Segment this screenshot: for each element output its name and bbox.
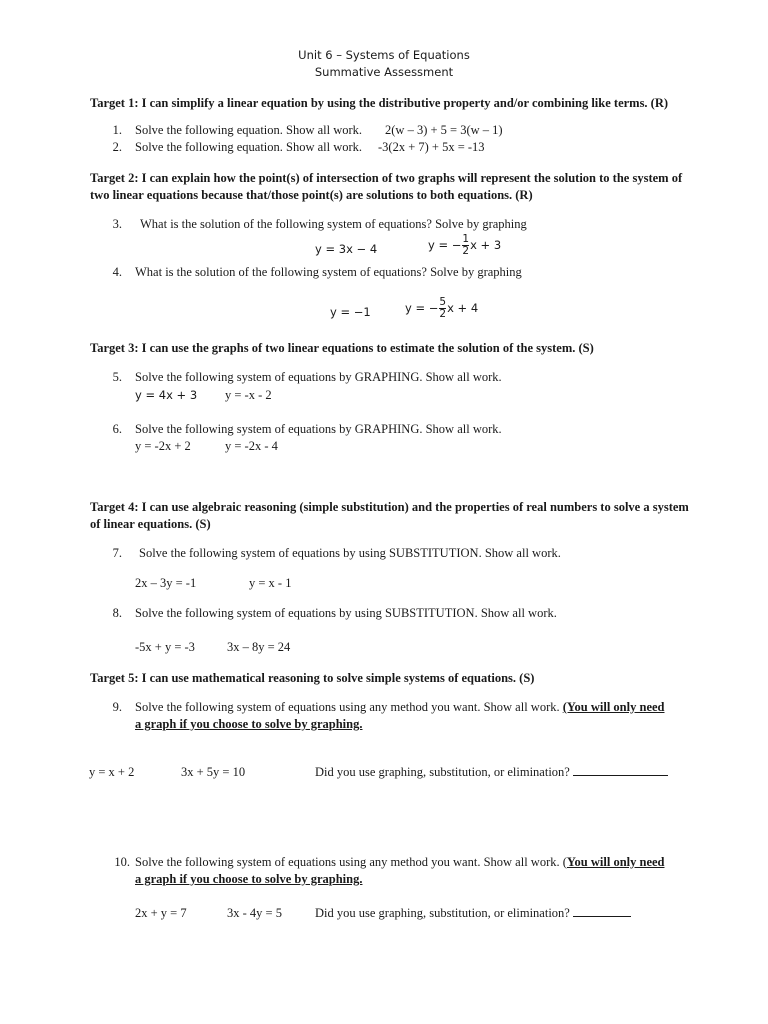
method-answer-blank[interactable] — [573, 916, 631, 917]
target-3: Target 3: I can use the graphs of two linear equations to estimate the solution of the system. (S) — [90, 341, 594, 355]
question-number: 5. — [112, 370, 122, 384]
equation: 3x + 5y = 10 — [181, 765, 246, 779]
equation: 2x + y = 7 — [135, 906, 187, 920]
target-2: Target 2: I can explain how the point(s) of intersection of two graphs will represent the solution to the system of two linear equations because that/those point(s) are solutions to both equations. (R) — [90, 171, 683, 202]
question-body: Solve the following system of equations using any method you want. Show all work. — [135, 700, 560, 714]
question-number: 10. — [114, 855, 130, 869]
question-text: Solve the following system of equations by using SUBSTITUTION. Show all work. — [139, 546, 561, 560]
question-number: 7. — [112, 546, 122, 560]
numerator: 1 — [462, 233, 470, 245]
question-text: Solve the following equation. Show all work. — [135, 140, 363, 154]
numerator: 5 — [439, 296, 447, 308]
equation-fraction — [405, 297, 478, 320]
question-text: Solve the following system of equations by GRAPHING. Show all work. — [135, 422, 502, 436]
equation: y = 3x − 4 — [315, 242, 378, 256]
page-title: Unit 6 – Systems of Equations — [298, 48, 470, 62]
equation: y = x + 2 — [89, 765, 135, 779]
question-number: 1. — [112, 123, 122, 137]
equation: y = -2x - 4 — [225, 439, 278, 453]
question-text: What is the solution of the following system of equations? Solve by graphing — [140, 217, 527, 231]
graph-note-line2: a graph if you choose to solve by graphing. — [135, 872, 363, 886]
eq-suffix: x + 4 — [447, 301, 479, 315]
question-text: What is the solution of the following system of equations? Solve by graphing — [135, 265, 522, 279]
equation: y = -2x + 2 — [135, 439, 191, 453]
fraction — [462, 234, 469, 257]
question-number: 6. — [112, 422, 122, 436]
eq-suffix: x + 3 — [470, 238, 502, 252]
question-number: 3. — [112, 217, 122, 231]
equation: 2(w – 3) + 5 = 3(w – 1) — [385, 123, 503, 137]
question-text — [135, 855, 665, 870]
method-answer-blank[interactable] — [573, 775, 668, 776]
prompt-text: Did you use graphing, substitution, or elimination? — [315, 906, 570, 920]
equation: -5x + y = -3 — [135, 640, 195, 654]
target-4: Target 4: I can use algebraic reasoning (simple substitution) and the properties of real numbers to solve a system of linear equations. (S) — [90, 500, 689, 531]
equation: 2x – 3y = -1 — [135, 576, 197, 590]
question-body: Solve the following system of equations using any method you want. Show all work. ( — [135, 855, 567, 869]
method-prompt — [315, 906, 631, 921]
question-text: Solve the following equation. Show all work. — [135, 123, 363, 137]
question-text: Solve the following system of equations by GRAPHING. Show all work. — [135, 370, 502, 384]
equation: y = -x - 2 — [225, 388, 272, 402]
question-text: Solve the following system of equations by using SUBSTITUTION. Show all work. — [135, 606, 557, 620]
equation: 3x - 4y = 5 — [227, 906, 282, 920]
prompt-text: Did you use graphing, substitution, or elimination? — [315, 765, 570, 779]
graph-note: You will only need — [566, 855, 665, 869]
target-1: Target 1: I can simplify a linear equation by using the distributive property and/or combining like terms. (R) — [90, 96, 669, 110]
question-number: 9. — [112, 700, 122, 714]
graph-note-line2: a graph if you choose to solve by graphing. — [135, 717, 363, 731]
equation: y = x - 1 — [249, 576, 292, 590]
target-5: Target 5: I can use mathematical reasoning to solve simple systems of equations. (S) — [90, 671, 535, 685]
denominator: 2 — [462, 245, 470, 257]
question-number: 8. — [112, 606, 122, 620]
question-number: 4. — [112, 265, 122, 279]
denominator: 2 — [439, 308, 447, 320]
question-text — [135, 700, 665, 715]
question-number: 2. — [112, 140, 122, 154]
equation: -3(2x + 7) + 5x = -13 — [378, 140, 485, 154]
equation: 3x – 8y = 24 — [227, 640, 291, 654]
equation-fraction — [428, 234, 501, 257]
eq-prefix: y = − — [405, 301, 439, 315]
eq-prefix: y = − — [428, 238, 462, 252]
graph-note: (You will only need — [562, 700, 665, 714]
fraction — [439, 297, 446, 320]
equation: y = 4x + 3 — [135, 388, 198, 402]
page-subtitle: Summative Assessment — [314, 65, 454, 79]
method-prompt — [315, 765, 668, 780]
equation: y = −1 — [330, 305, 371, 319]
